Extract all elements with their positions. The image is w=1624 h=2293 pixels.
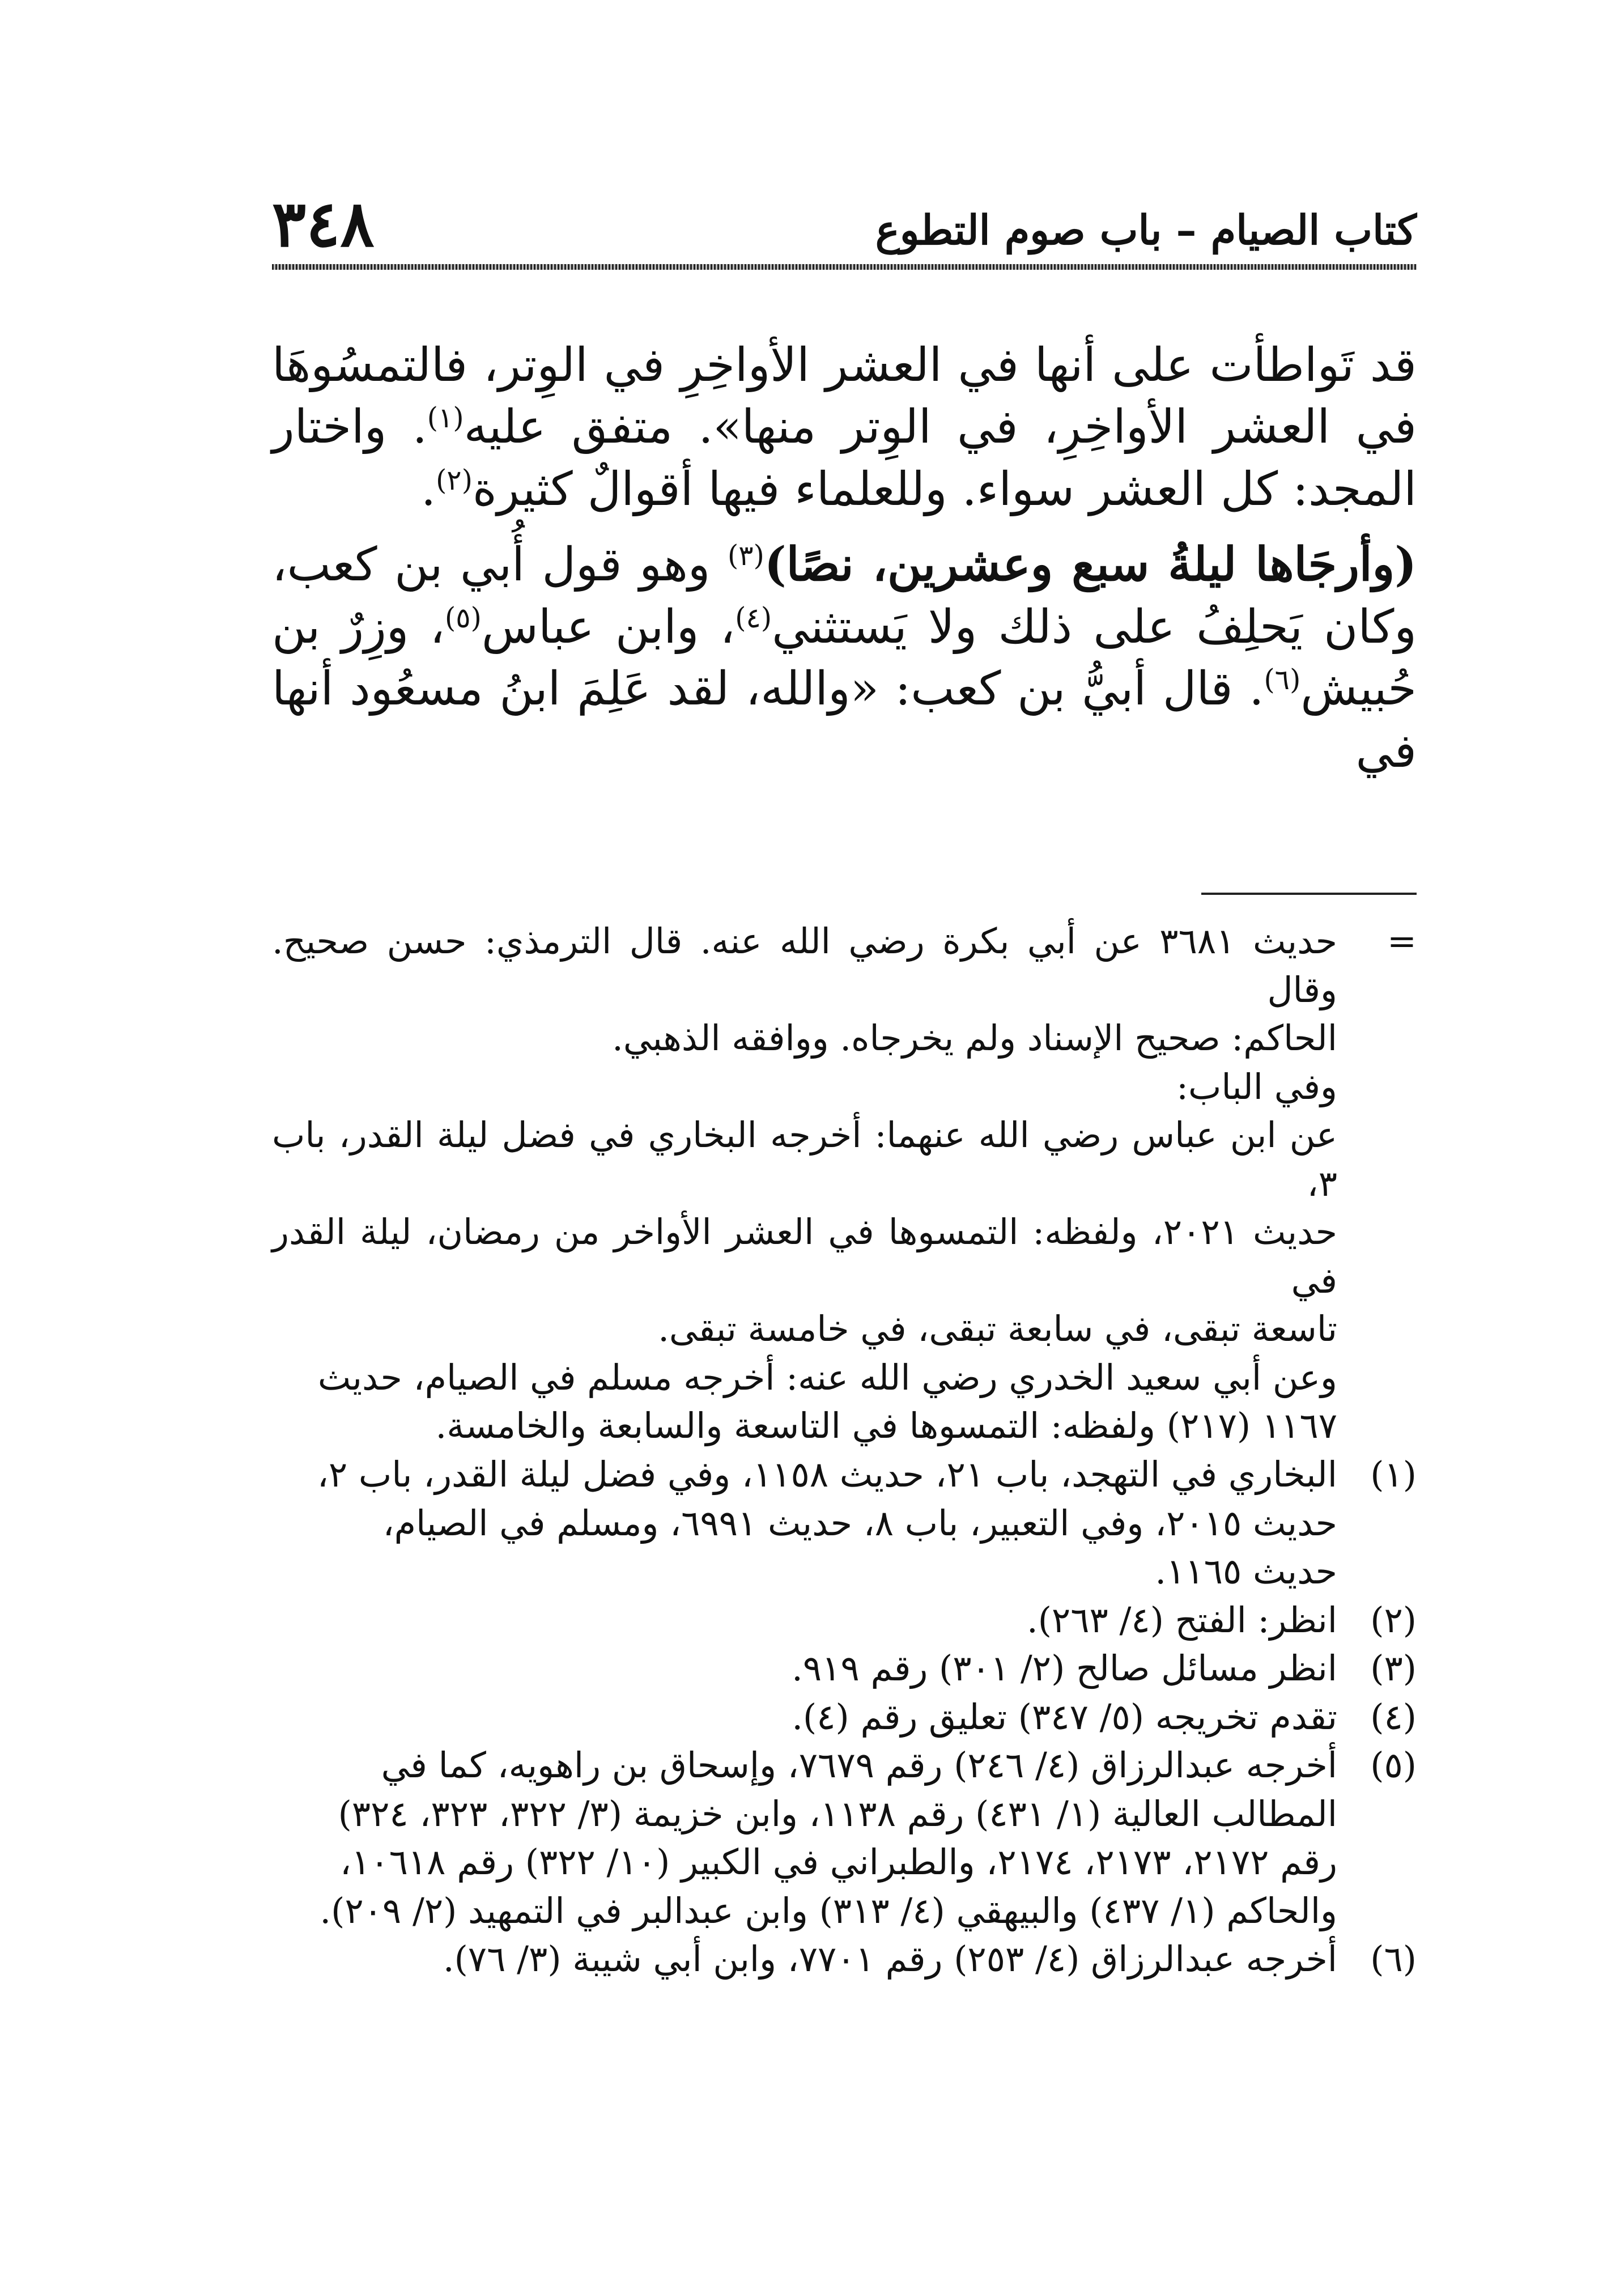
footnote-line: تاسعة تبقى، في سابعة تبقى، في خامسة تبقى. bbox=[658, 1308, 1337, 1350]
footnote-6 bbox=[272, 1935, 1417, 1984]
text-run: . واختار المجد: كل العشر سواء. وللعلماء فيها أقوالٌ كثيرة bbox=[272, 400, 1417, 516]
footnote-line: ١١٦٧ (٢١٧) ولفظه: التمسوها في التاسعة والسابعة والخامسة. bbox=[435, 1405, 1337, 1447]
page-header bbox=[272, 181, 1417, 266]
text-run: . قال أبيُّ بن كعب: «والله، لقد عَلِمَ ابنُ مسعُود أنها في bbox=[272, 662, 1417, 778]
footnote-ref-5[interactable]: (٥) bbox=[445, 601, 482, 634]
footnote-line: وفي الباب: bbox=[1176, 1065, 1337, 1107]
footnote-line: والحاكم (١/ ٤٣٧) والبيهقي (٤/ ٣١٣) وابن عبدالبر في التمهيد (٢/ ٢٠٩). bbox=[320, 1889, 1337, 1931]
footnote-text bbox=[272, 1450, 1337, 1596]
footnote-4 bbox=[272, 1693, 1417, 1742]
footnote-line: رقم ٢١٧٢، ٢١٧٣، ٢١٧٤، والطبراني في الكبير (١٠/ ٣٢٢) رقم ١٠٦١٨، bbox=[339, 1841, 1337, 1883]
running-title: كتاب الصيام – باب صوم التطوع bbox=[875, 206, 1417, 254]
footnote-text bbox=[272, 1935, 1337, 1984]
footnote-separator bbox=[1201, 893, 1417, 895]
footnote-text bbox=[272, 1596, 1337, 1645]
text-run: وهو قول أُبي بن كعب، وكان يَحلِفُ على ذلك ولا يَستثني bbox=[272, 538, 1417, 654]
page-number: ٣٤٨ bbox=[272, 187, 375, 261]
text-run: قد تَواطأت على أنها في العشر الأواخِرِ في الوِتر، فالتمسُوهَا في العشر الأواخِرِ، في الوِتر منها». متفق عليه bbox=[272, 338, 1417, 455]
footnote-marker: (٢) bbox=[1370, 1599, 1417, 1641]
footnote-line: أخرجه عبدالرزاق (٤/ ٢٥٣) رقم ٧٧٠١، وابن أبي شيبة (٣/ ٧٦). bbox=[443, 1938, 1337, 1980]
footnote-line: الحاكم: صحيح الإسناد ولم يخرجاه. ووافقه الذهبي. bbox=[612, 1017, 1337, 1059]
header-rule bbox=[272, 264, 1417, 270]
footnote-line: المطالب العالية (١/ ٤٣١) رقم ١١٣٨، وابن خزيمة (٣/ ٣٢٢، ٣٢٣، ٣٢٤) bbox=[338, 1793, 1337, 1835]
bold-matn: (وأرجَاها ليلةُ سبع وعشرين، نصًا) bbox=[764, 537, 1417, 592]
main-text bbox=[272, 334, 1417, 796]
footnote-text bbox=[272, 1741, 1337, 1935]
footnote-marker: (١) bbox=[1370, 1454, 1417, 1496]
footnote-ref-2[interactable]: (٢) bbox=[436, 463, 473, 496]
footnote-line: وعن أبي سعيد الخدري رضي الله عنه: أخرجه مسلم في الصيام، حديث bbox=[317, 1356, 1337, 1398]
footnote-marker: = bbox=[1387, 920, 1417, 962]
footnote-ref-3[interactable]: (٣) bbox=[727, 539, 764, 572]
text-run: ، وابن عباس bbox=[481, 600, 736, 654]
footnote-marker: (٦) bbox=[1370, 1938, 1417, 1980]
main-paragraph-1 bbox=[272, 334, 1417, 520]
footnote-line: حديث ٢٠١٥، وفي التعبير، باب ٨، حديث ٦٩٩١، ومسلم في الصيام، bbox=[382, 1502, 1337, 1544]
footnote-1 bbox=[272, 1450, 1417, 1596]
footnote-ref-6[interactable]: (٦) bbox=[1264, 663, 1301, 697]
footnote-line: تقدم تخريجه (٥/ ٣٤٧) تعليق رقم (٤). bbox=[792, 1696, 1337, 1738]
footnote-line: حديث ٣٦٨١ عن أبي بكرة رضي الله عنه. قال الترمذي: حسن صحيح. وقال bbox=[272, 920, 1337, 1010]
footnote-line: البخاري في التهجد، باب ٢١، حديث ١١٥٨، وفي فضل ليلة القدر، باب ٢، bbox=[317, 1454, 1337, 1496]
footnote-5 bbox=[272, 1741, 1417, 1935]
footnote-ref-1[interactable]: (١) bbox=[427, 401, 464, 435]
footnote-marker: (٤) bbox=[1370, 1696, 1417, 1738]
footnote-2 bbox=[272, 1596, 1417, 1645]
footnote-line: حديث ٢٠٢١، ولفظه: التمسوها في العشر الأواخر من رمضان، ليلة القدر في bbox=[272, 1211, 1338, 1301]
footnote-line: انظر مسائل صالح (٢/ ٣٠١) رقم ٩١٩. bbox=[792, 1647, 1337, 1689]
text-run: . bbox=[420, 462, 436, 516]
footnote-3 bbox=[272, 1644, 1417, 1693]
footnote-text bbox=[272, 1644, 1337, 1693]
footnote-text bbox=[272, 917, 1337, 1450]
footnote-marker: (٥) bbox=[1370, 1744, 1417, 1786]
footnotes bbox=[272, 917, 1417, 1984]
footnote-text bbox=[272, 1693, 1337, 1742]
footnote-line: انظر: الفتح (٤/ ٢٦٣). bbox=[1027, 1599, 1337, 1641]
footnote-marker: (٣) bbox=[1370, 1647, 1417, 1689]
main-paragraph-2 bbox=[272, 534, 1417, 782]
text-run: ، وزِرٌ بن حُبيش bbox=[272, 600, 1417, 716]
footnote-line: أخرجه عبدالرزاق (٤/ ٢٤٦) رقم ٧٦٧٩، وإسحاق بن راهويه، كما في bbox=[381, 1744, 1337, 1786]
footnote-line: حديث ١١٦٥. bbox=[1155, 1551, 1337, 1593]
footnote-line: عن ابن عباس رضي الله عنهما: أخرجه البخاري في فضل ليلة القدر، باب ٣، bbox=[272, 1114, 1337, 1204]
footnote-ref-4[interactable]: (٤) bbox=[735, 601, 772, 634]
footnote-continued bbox=[272, 917, 1417, 1450]
